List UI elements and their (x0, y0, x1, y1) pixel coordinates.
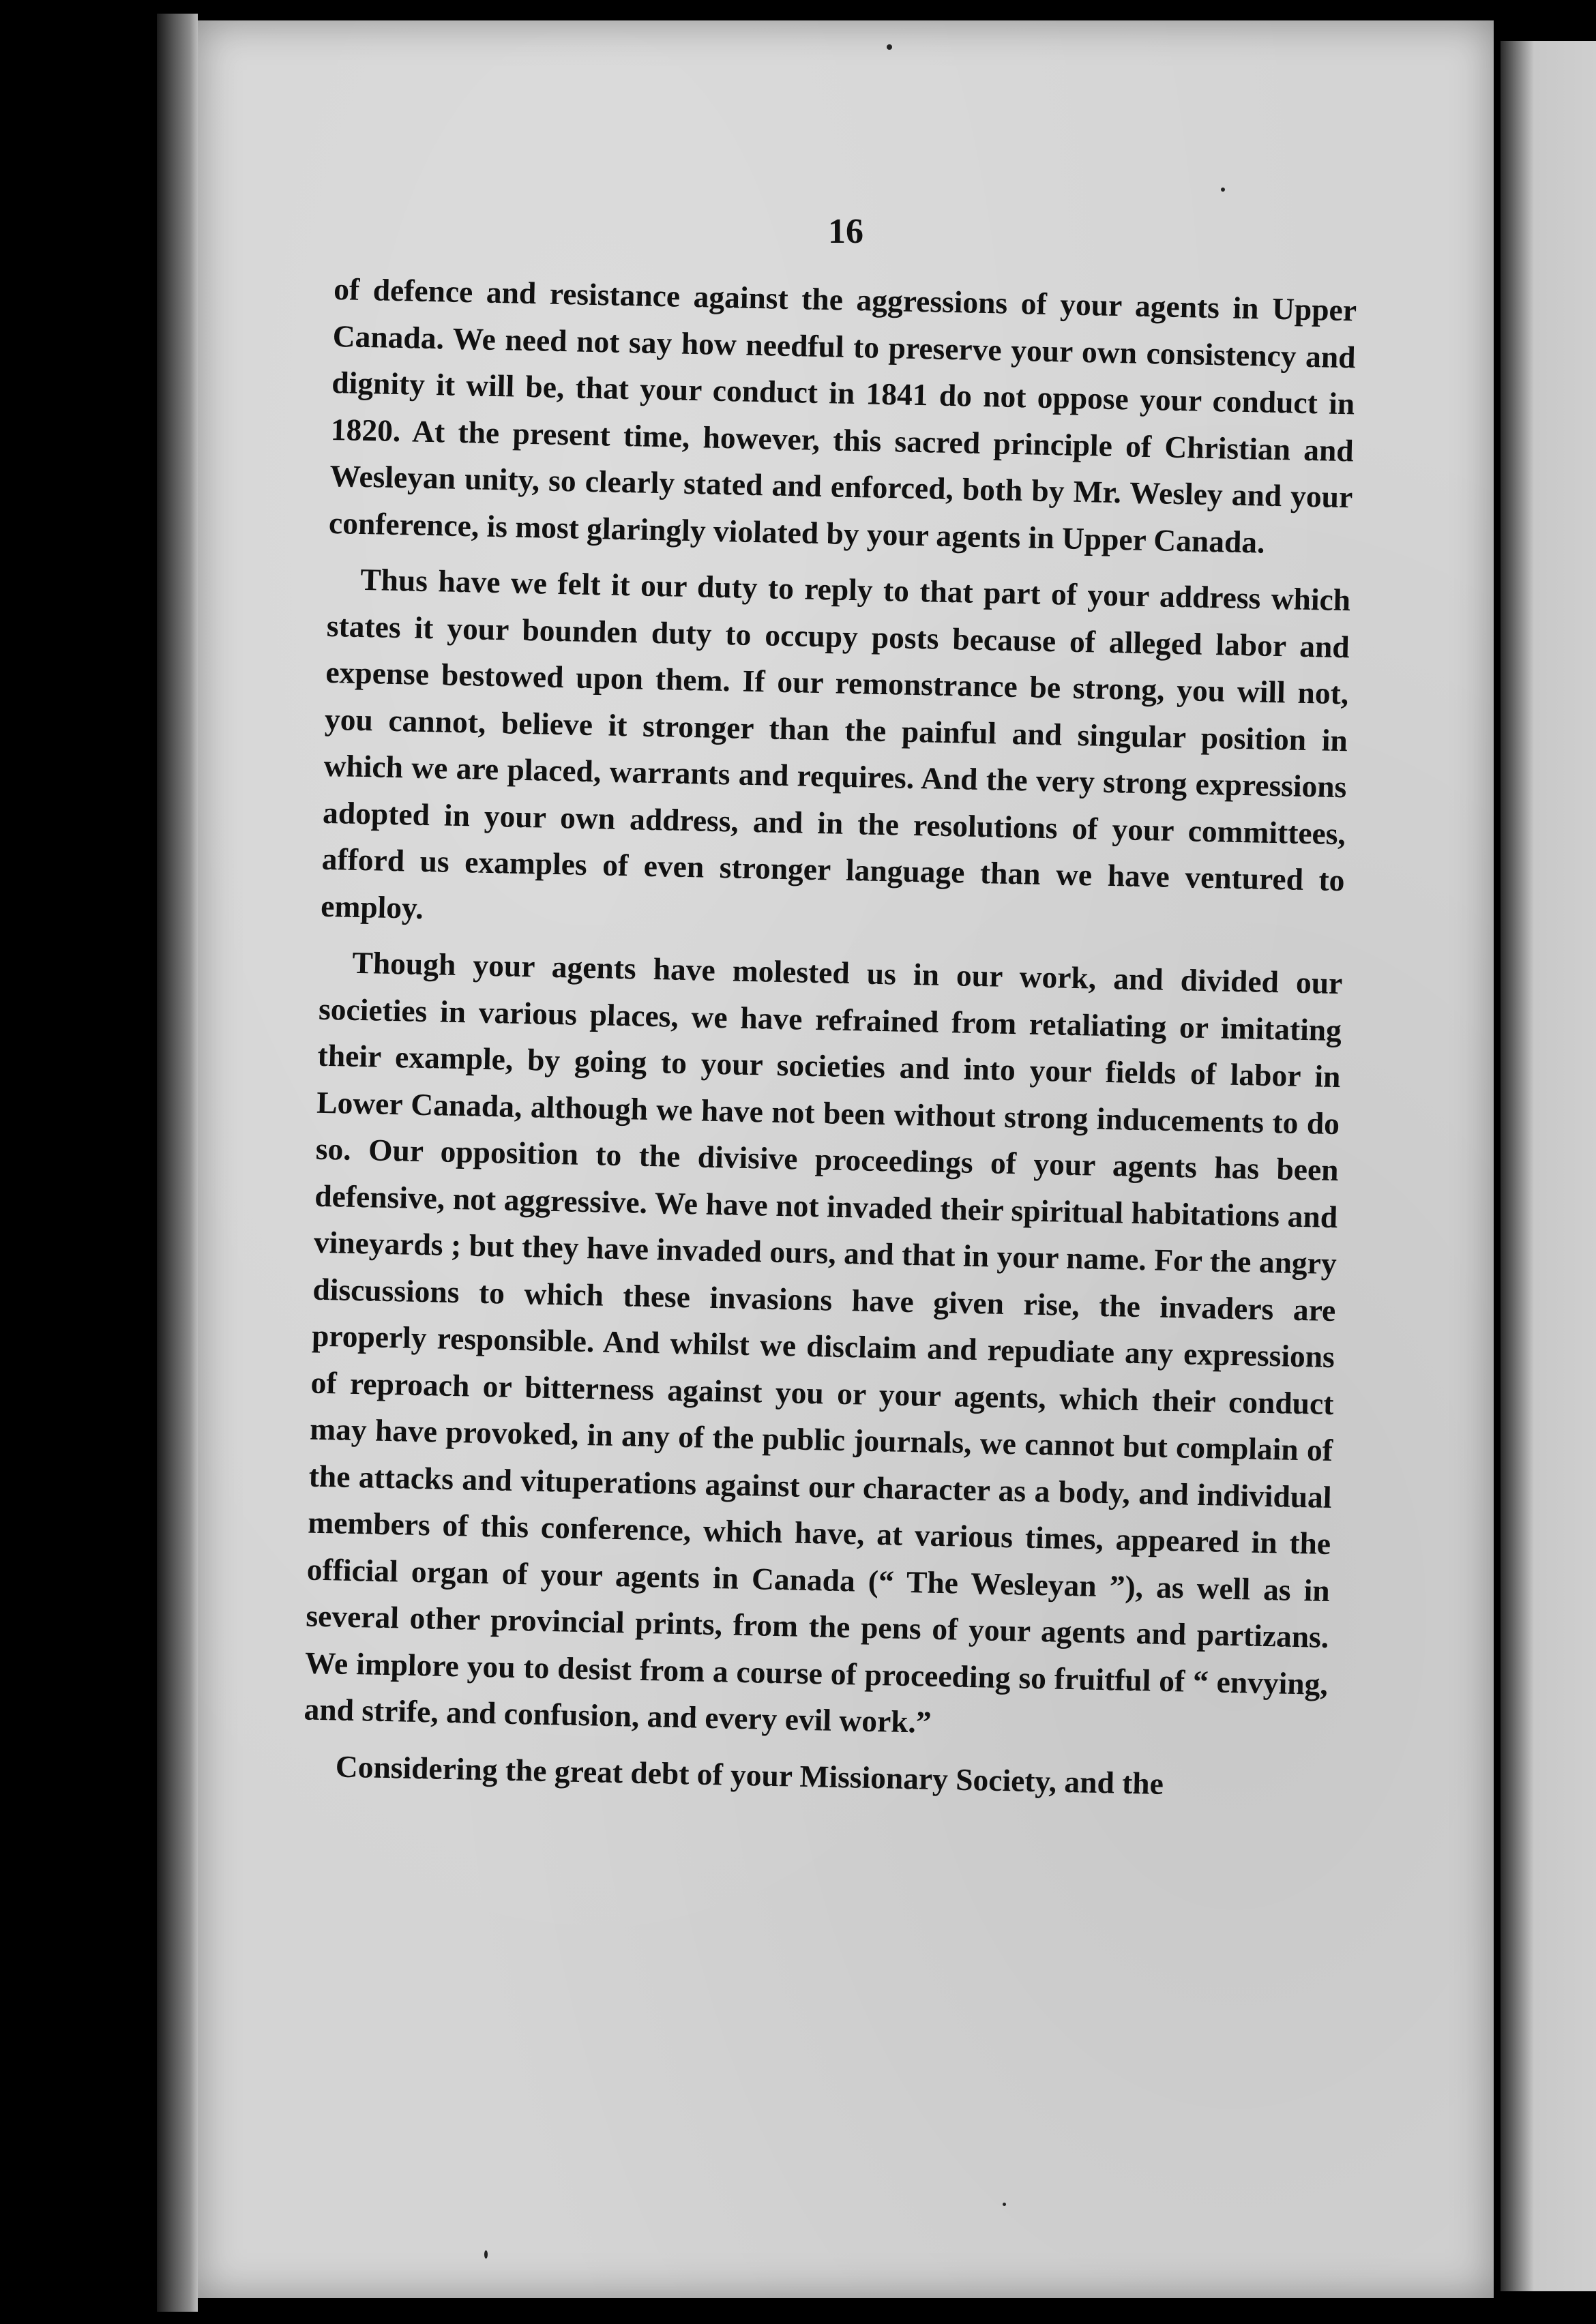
paragraph-2: Thus have we felt it our duty to reply to that part of your address which states it your bounden duty to occupy posts because of alleged labor and expense bestowed upon them. If our remonstrance be strong, you will not, you cannot, believe it stronger than the painful and singular position in which we are placed, warrants and requires. And the very strong expressions adopted in your own address, and in the resolutions of your committees, afford us examples of even stronger language than we have ventured to employ. (320, 561, 1351, 925)
page-edge-left (157, 14, 198, 2312)
paragraph-3: Though your agents have molested us in our work, and divided our societies in various places, we have refrained from retaliating or imitating their example, by going to your societies and into your fields of labor in Lower Canada, although we have not been without strong inducements to do so. Our opposition to the divisive proceedings of your agents has been defensive, not aggressive. We have not invaded their spiritual habitations and vineyards ; but they have invaded ours, and that in your name. For the angry discussions to which these invasions have given rise, the invaders are properly responsible. And whilst we disclaim and repudiate any expressions of reproach or bitterness against you or your agents, which their conduct may have provoked, in any of the public journals, we cannot but complain of the attacks and vituperations against our character as a body, and individual members of this conference, which have, at various times, appeared in the official organ of your agents in Canada (“ The Wesleyan ”), as well as in several other provincial prints, from the pens of your agents and partizans. We implore you to desist from a course of proceeding so fruitful of “ envying, and strife, and confusion, and every evil work.” (304, 944, 1343, 1740)
ink-speck (484, 2250, 488, 2259)
book-page (198, 20, 1494, 2298)
ink-speck (1003, 2203, 1006, 2206)
paragraph-4: Considering the great debt of your Missionary Society, and the (335, 1748, 1164, 1801)
facing-page-edge (1501, 41, 1596, 2291)
body-text (302, 266, 1357, 1820)
ink-speck (887, 44, 892, 50)
paragraph-1: of defence and resistance against the aggressions of your agents in Upper Canada. We need not say how needful to preserve your own consistency and dignity it will be, that your conduct in 1841 do not oppose your conduct in 1820. At the present time, however, this sacred principle of Christian and Wesleyan unity, so clearly stated and enforced, both by Mr. Wesley and your conference, is most glaringly violated by your agents in Upper Canada. (328, 271, 1357, 560)
ink-speck (1221, 188, 1225, 192)
page-number: 16 (828, 212, 863, 251)
